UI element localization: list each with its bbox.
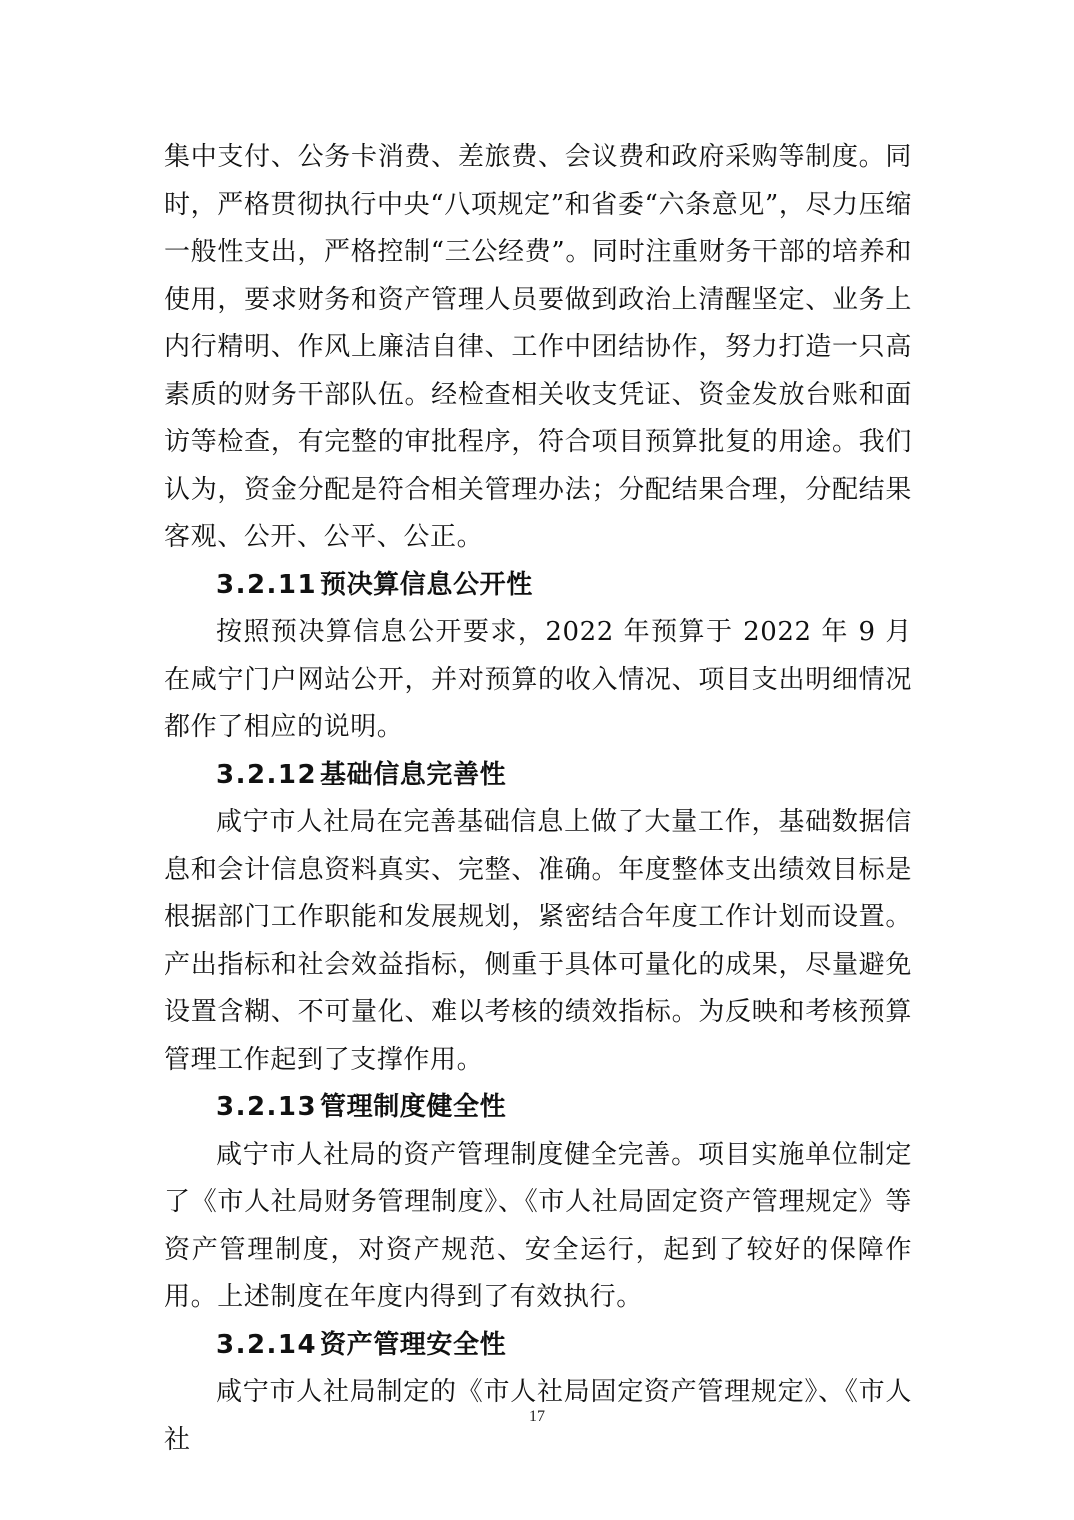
paragraph-basic-info: 咸宁市人社局在完善基础信息上做了大量工作，基础数据信息和会计信息资料真实、完整、准确。年度整体支出绩效目标是根据部门工作职能和发展规划，紧密结合年度工作计划而设置。产出指标和社会效益指标，侧重于具体可量化的成果，尽量避免设置含糊、不可量化、难以考核的绩效指标。为反映和考核预算管理工作起到了支撑作用。 (164, 807, 912, 1075)
section-heading-3-2-11 (164, 562, 912, 610)
section-heading-3-2-13 (164, 1084, 912, 1132)
section-number: 3.2.13 (216, 1092, 318, 1122)
section-heading-3-2-14 (164, 1322, 912, 1370)
section-number: 3.2.14 (216, 1329, 318, 1360)
section-title: 预决算信息公开性 (320, 569, 533, 600)
paragraph-asset-safety: 咸宁市人社局制定的《市人社局固定资产管理规定》、《市人社 (164, 1377, 912, 1455)
paragraph-budget-disclosure: 按照预决算信息公开要求，2022 年预算于 2022 年 9 月在咸宁门户网站公开，并对预算的收入情况、项目支出明细情况都作了相应的说明。 (164, 617, 912, 742)
section-title: 基础信息完善性 (320, 759, 507, 790)
paragraph-management-system: 咸宁市人社局的资产管理制度健全完善。项目实施单位制定了《市人社局财务管理制度》、《市人社局固定资产管理规定》等资产管理制度，对资产规范、安全运行，起到了较好的保障作用。上述制度在年度内得到了有效执行。 (164, 1139, 912, 1312)
document-body (164, 134, 912, 1464)
section-heading-3-2-12 (164, 752, 912, 800)
page-number: 17 (529, 1408, 545, 1425)
section-number: 3.2.11 (216, 569, 318, 600)
section-title: 资产管理安全性 (320, 1329, 507, 1360)
section-title: 管理制度健全性 (320, 1092, 507, 1122)
paragraph-fund-management: 集中支付、公务卡消费、差旅费、会议费和政府采购等制度。同时，严格贯彻执行中央“八项规定”和省委“六条意见”，尽力压缩一般性支出，严格控制“三公经费”。同时注重财务干部的培养和使用，要求财务和资产管理人员要做到政治上清醒坚定、业务上内行精明、作风上廉洁自律、工作中团结协作，努力打造一只高素质的财务干部队伍。经检查相关收支凭证、资金发放台账和面访等检查，有完整的审批程序，符合项目预算批复的用途。我们认为，资金分配是符合相关管理办法；分配结果合理，分配结果客观、公开、公平、公正。 (164, 142, 912, 552)
section-number: 3.2.12 (216, 759, 318, 790)
